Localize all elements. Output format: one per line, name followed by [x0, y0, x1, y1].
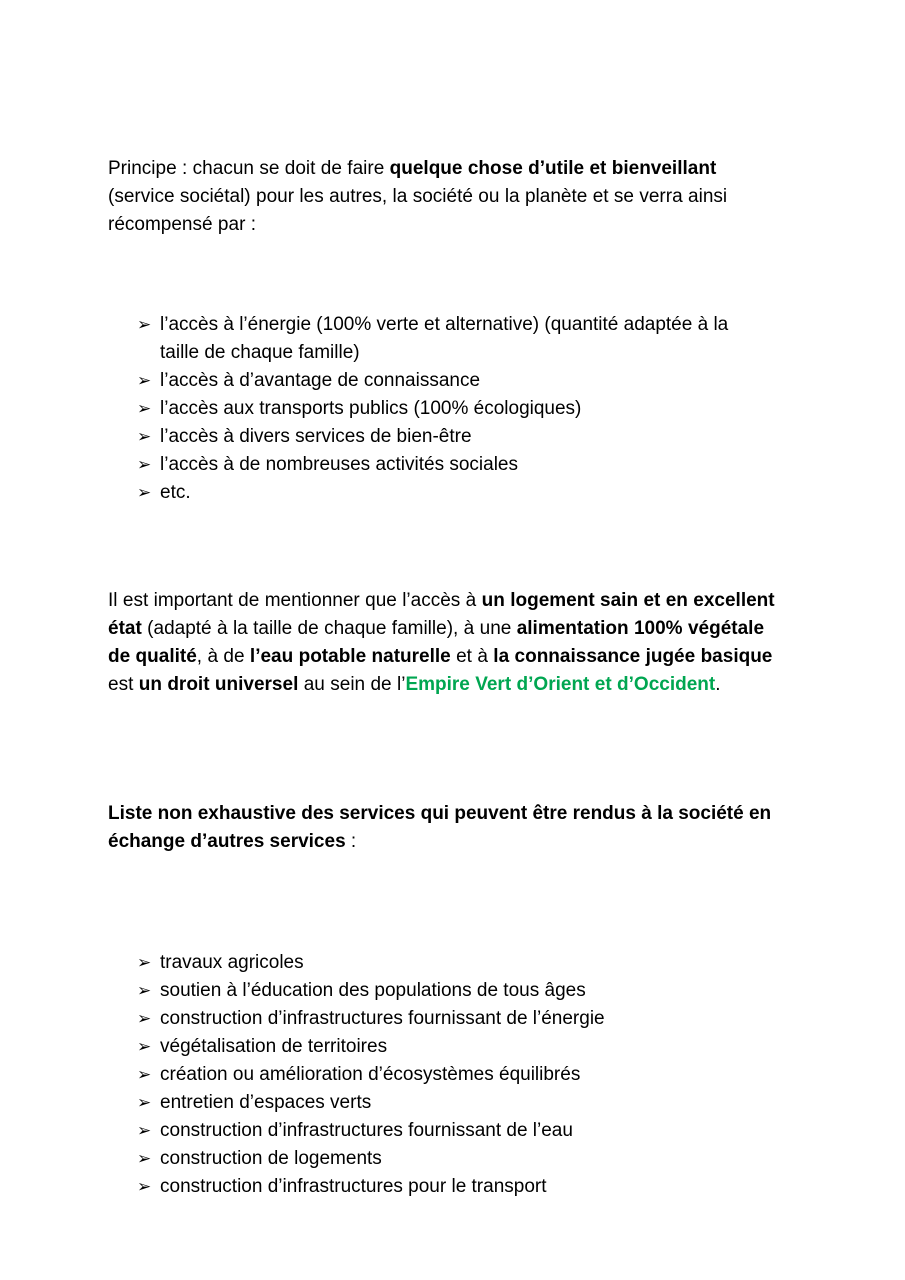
- list-item: [108, 1089, 756, 1117]
- list-item: [108, 423, 756, 451]
- paragraph-droit-text-2: (adapté à la taille de chaque famille), à une: [141, 618, 517, 639]
- paragraph-principe-bold-1: quelque chose d’utile et bienveillant: [389, 158, 717, 179]
- list-item: [108, 949, 756, 977]
- arrow-bullet-icon: ➢: [137, 1177, 152, 1197]
- arrow-bullet-icon: ➢: [137, 1121, 152, 1141]
- paragraph-droit-text-5: est: [108, 674, 139, 695]
- list-item: [108, 1033, 756, 1061]
- list-item: [108, 977, 756, 1005]
- spacer-after-heading: [108, 875, 780, 949]
- paragraph-droit-text-3: , à de: [196, 646, 250, 667]
- paragraph-droit-bold-1: un logement sain et en excellent état: [108, 590, 775, 639]
- paragraph-droit-text-4: et à: [450, 646, 494, 667]
- arrow-bullet-icon: ➢: [137, 455, 152, 475]
- arrow-bullet-icon: ➢: [137, 1093, 152, 1113]
- paragraph-principe: [108, 155, 780, 239]
- list-item: [108, 395, 756, 423]
- arrow-bullet-icon: ➢: [137, 399, 152, 419]
- list-item-label: travaux agricoles: [160, 952, 304, 973]
- arrow-bullet-icon: ➢: [137, 427, 152, 447]
- list-item-label: entretien d’espaces verts: [160, 1092, 372, 1113]
- list-item: [108, 1061, 756, 1089]
- paragraph-droit-bold-5: un droit universel: [138, 674, 299, 695]
- arrow-bullet-icon: ➢: [137, 1065, 152, 1085]
- arrow-bullet-icon: ➢: [137, 981, 152, 1001]
- list-item: [108, 1173, 756, 1201]
- list-item: [108, 311, 756, 367]
- paragraph-droit-bold-3: l’eau potable naturelle: [249, 646, 451, 667]
- paragraph-droit-text-1: Il est important de mentionner que l’accès à: [108, 590, 482, 611]
- list-item-label: construction d’infrastructures fournissant de l’énergie: [160, 1008, 605, 1029]
- paragraph-principe-text-1: Principe : chacun se doit de faire: [108, 158, 390, 179]
- paragraph-droit-bold-4: la connaissance jugée basique: [493, 646, 773, 667]
- list-item-label: l’accès à de nombreuses activités sociales: [160, 454, 519, 475]
- list-item-label: construction d’infrastructures pour le transport: [160, 1176, 547, 1197]
- services-heading-bold: Liste non exhaustive des services qui peuvent être rendus à la société en échange d’autres services: [108, 803, 772, 852]
- spacer-after-paragraph-2: [108, 699, 780, 781]
- paragraph-droit-text-7: .: [715, 674, 721, 695]
- list-item-label: l’accès à l’énergie (100% verte et alternative) (quantité adaptée à la taille de chaque famille): [160, 314, 729, 363]
- arrow-bullet-icon: ➢: [137, 1149, 152, 1169]
- list-item: [108, 1145, 756, 1173]
- list-item-label: l’accès à d’avantage de connaissance: [160, 370, 481, 391]
- empire-vert-label: Empire Vert d’Orient et d’Occident: [405, 674, 716, 695]
- list-item-label: construction de logements: [160, 1148, 382, 1169]
- services-list: [108, 949, 756, 1201]
- spacer-after-list-1: [108, 507, 780, 587]
- list-item: [108, 1005, 756, 1033]
- arrow-bullet-icon: ➢: [137, 953, 152, 973]
- list-item-label: l’accès à divers services de bien-être: [160, 426, 472, 447]
- list-item: [108, 367, 756, 395]
- services-heading-suffix: :: [345, 831, 357, 852]
- arrow-bullet-icon: ➢: [137, 315, 152, 335]
- list-item-label: etc.: [160, 482, 191, 503]
- benefits-list: [108, 311, 756, 507]
- list-item: [108, 451, 756, 479]
- list-item: [108, 479, 756, 507]
- arrow-bullet-icon: ➢: [137, 1009, 152, 1029]
- list-item-label: création ou amélioration d’écosystèmes équilibrés: [160, 1064, 581, 1085]
- list-item-label: soutien à l’éducation des populations de tous âges: [160, 980, 586, 1001]
- services-heading: [108, 800, 780, 856]
- list-item: [108, 1117, 756, 1145]
- paragraph-droit-text-6: au sein de l’: [298, 674, 406, 695]
- paragraph-droit-universel: [108, 587, 780, 699]
- list-item-label: végétalisation de territoires: [160, 1036, 388, 1057]
- arrow-bullet-icon: ➢: [137, 483, 152, 503]
- spacer-after-paragraph-1: [108, 239, 780, 311]
- list-item-label: l’accès aux transports publics (100% écologiques): [160, 398, 582, 419]
- paragraph-principe-text-2: (service sociétal) pour les autres, la société ou la planète et se verra ainsi récompensé par :: [108, 186, 728, 235]
- arrow-bullet-icon: ➢: [137, 371, 152, 391]
- list-item-label: construction d’infrastructures fournissant de l’eau: [160, 1120, 573, 1141]
- arrow-bullet-icon: ➢: [137, 1037, 152, 1057]
- paragraph-droit-bold-2: alimentation 100% végétale de qualité: [108, 618, 765, 667]
